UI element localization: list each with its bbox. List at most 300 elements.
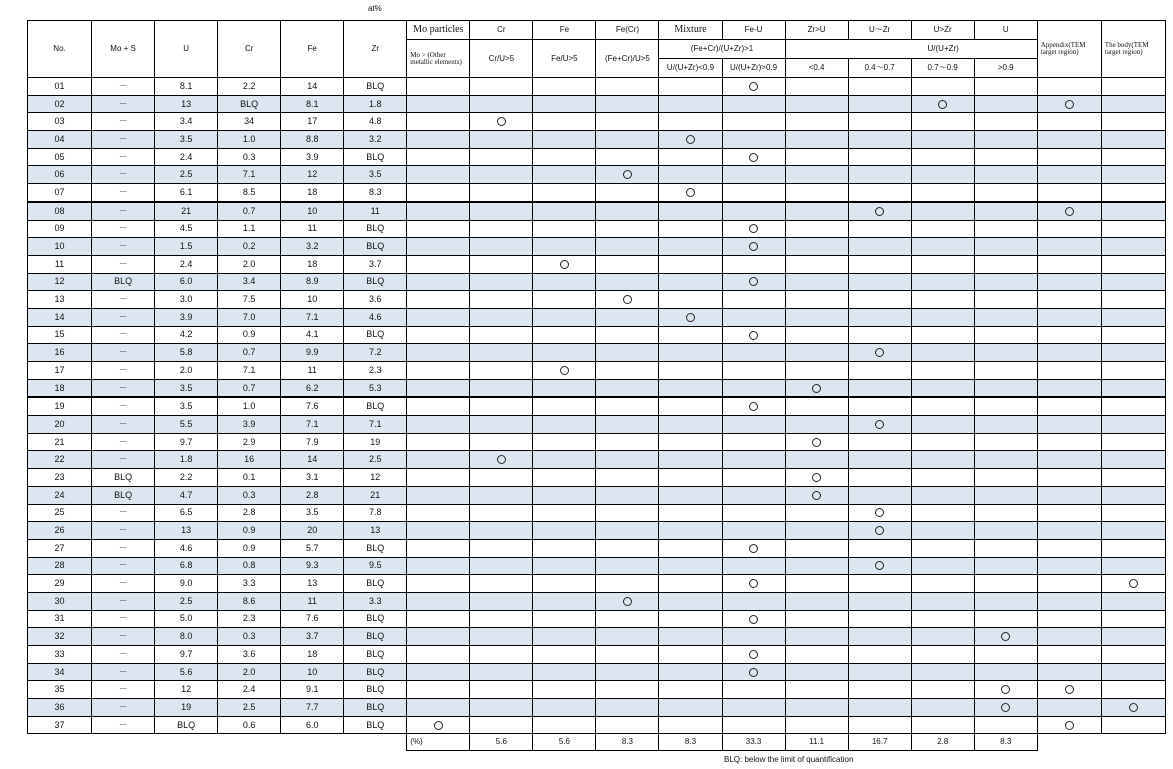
blq-note: BLQ: below the limit of quantification — [724, 755, 854, 764]
fe-value: 10 — [281, 663, 344, 681]
classification-cell — [722, 451, 785, 469]
zr-value: BLQ — [344, 539, 407, 557]
u-value: 9.7 — [155, 646, 218, 664]
classification-cell — [533, 379, 596, 397]
zr-value: 3.2 — [344, 131, 407, 149]
mo-s-value: － — [92, 397, 155, 415]
row-number: 03 — [28, 113, 92, 131]
classification-cell — [596, 362, 659, 380]
classification-cell — [974, 220, 1037, 238]
fe-value: 10 — [281, 202, 344, 220]
percentage-value: 8.3 — [596, 734, 659, 751]
classification-cell — [596, 379, 659, 397]
classification-cell — [848, 469, 911, 487]
row-number: 10 — [28, 238, 92, 256]
zr-value: BLQ — [344, 148, 407, 166]
classification-cell — [785, 362, 848, 380]
fe-value: 12 — [281, 166, 344, 184]
classification-cell — [722, 362, 785, 380]
classification-cell — [1101, 592, 1165, 610]
classification-cell — [848, 184, 911, 202]
circle-mark-icon — [875, 508, 884, 517]
zr-value: BLQ — [344, 575, 407, 593]
circle-mark-icon — [1065, 721, 1074, 730]
row-number: 11 — [28, 255, 92, 273]
classification-cell — [848, 663, 911, 681]
row-number: 23 — [28, 469, 92, 487]
classification-cell — [722, 148, 785, 166]
circle-mark-icon — [623, 597, 632, 606]
classification-cell — [659, 486, 722, 504]
fe-value: 3.1 — [281, 469, 344, 487]
fe-value: 7.6 — [281, 610, 344, 628]
mo-s-value: － — [92, 238, 155, 256]
classification-cell — [407, 575, 470, 593]
row-number: 21 — [28, 433, 92, 451]
header-mixture: Mixture — [659, 21, 722, 40]
classification-cell — [974, 592, 1037, 610]
classification-cell — [470, 78, 533, 96]
classification-cell — [911, 148, 974, 166]
cr-value: 8.6 — [218, 592, 281, 610]
classification-cell — [596, 716, 659, 734]
classification-cell — [533, 326, 596, 344]
zr-value: 19 — [344, 433, 407, 451]
header-u-uzr-ratio: U/(U+Zr) — [785, 40, 1101, 59]
classification-cell — [848, 131, 911, 149]
classification-cell — [1101, 416, 1165, 434]
header-body: The body(TEM target region) — [1101, 21, 1165, 78]
classification-cell — [848, 326, 911, 344]
classification-cell — [407, 486, 470, 504]
zr-value: 3.6 — [344, 291, 407, 309]
classification-cell — [974, 344, 1037, 362]
classification-cell — [722, 291, 785, 309]
header-fe: Fe — [281, 21, 344, 78]
classification-cell — [470, 344, 533, 362]
header-cr-u-ratio: Cr/U>5 — [470, 40, 533, 78]
classification-cell — [470, 113, 533, 131]
classification-cell — [470, 610, 533, 628]
percentage-value: 2.8 — [911, 734, 974, 751]
fe-value: 7.9 — [281, 433, 344, 451]
table-row — [28, 273, 1166, 291]
table-row — [28, 557, 1166, 575]
classification-cell — [911, 344, 974, 362]
classification-cell — [911, 681, 974, 699]
u-value: 4.6 — [155, 539, 218, 557]
circle-mark-icon — [1065, 100, 1074, 109]
u-value: 6.0 — [155, 273, 218, 291]
classification-cell — [911, 113, 974, 131]
classification-cell — [974, 663, 1037, 681]
classification-cell — [911, 379, 974, 397]
classification-cell — [407, 308, 470, 326]
classification-cell — [533, 469, 596, 487]
mo-s-value: BLQ — [92, 273, 155, 291]
classification-cell — [659, 344, 722, 362]
zr-value: BLQ — [344, 681, 407, 699]
classification-cell — [659, 539, 722, 557]
classification-cell — [1101, 575, 1165, 593]
classification-cell — [1037, 663, 1101, 681]
classification-cell — [1101, 184, 1165, 202]
classification-cell — [596, 681, 659, 699]
classification-cell — [848, 238, 911, 256]
percentage-value: 33.3 — [722, 734, 785, 751]
classification-cell — [974, 308, 1037, 326]
classification-cell — [911, 291, 974, 309]
fe-value: 4.1 — [281, 326, 344, 344]
classification-cell — [470, 255, 533, 273]
classification-cell — [974, 416, 1037, 434]
table-row — [28, 95, 1166, 113]
row-number: 34 — [28, 663, 92, 681]
fe-value: 20 — [281, 522, 344, 540]
cr-value: 34 — [218, 113, 281, 131]
classification-cell — [785, 592, 848, 610]
zr-value: BLQ — [344, 628, 407, 646]
cr-value: 8.5 — [218, 184, 281, 202]
classification-cell — [974, 113, 1037, 131]
classification-cell — [533, 255, 596, 273]
classification-cell — [407, 592, 470, 610]
classification-cell — [848, 362, 911, 380]
zr-value: 7.1 — [344, 416, 407, 434]
mo-s-value: － — [92, 716, 155, 734]
u-value: 3.4 — [155, 113, 218, 131]
u-value: 13 — [155, 522, 218, 540]
classification-cell — [911, 469, 974, 487]
classification-cell — [974, 202, 1037, 220]
row-number: 24 — [28, 486, 92, 504]
classification-cell — [533, 362, 596, 380]
classification-cell — [785, 326, 848, 344]
row-number: 01 — [28, 78, 92, 96]
classification-cell — [659, 184, 722, 202]
classification-cell — [848, 78, 911, 96]
classification-cell — [1037, 716, 1101, 734]
classification-cell — [533, 308, 596, 326]
header-fe-u-ratio: Fe/U>5 — [533, 40, 596, 78]
classification-cell — [533, 202, 596, 220]
classification-cell — [659, 78, 722, 96]
classification-cell — [407, 131, 470, 149]
percentage-value: 8.3 — [659, 734, 722, 751]
classification-cell — [596, 238, 659, 256]
cr-value: 3.9 — [218, 416, 281, 434]
zr-value: 3.7 — [344, 255, 407, 273]
classification-cell — [407, 148, 470, 166]
classification-cell — [1101, 148, 1165, 166]
table-row — [28, 362, 1166, 380]
table-row — [28, 699, 1166, 717]
circle-mark-icon — [749, 402, 758, 411]
cr-value: 0.3 — [218, 486, 281, 504]
classification-cell — [1101, 469, 1165, 487]
classification-cell — [1037, 113, 1101, 131]
classification-cell — [1037, 308, 1101, 326]
classification-cell — [470, 504, 533, 522]
classification-cell — [1037, 539, 1101, 557]
classification-cell — [722, 113, 785, 131]
classification-cell — [407, 95, 470, 113]
classification-cell — [911, 184, 974, 202]
percentage-value: 11.1 — [785, 734, 848, 751]
circle-mark-icon — [497, 455, 506, 464]
classification-cell — [722, 78, 785, 96]
classification-cell — [407, 202, 470, 220]
classification-cell — [470, 202, 533, 220]
classification-cell — [848, 628, 911, 646]
zr-value: BLQ — [344, 238, 407, 256]
classification-cell — [785, 557, 848, 575]
cr-value: 0.7 — [218, 379, 281, 397]
cr-value: 0.3 — [218, 148, 281, 166]
classification-cell — [407, 539, 470, 557]
classification-cell — [785, 663, 848, 681]
cr-value: 7.0 — [218, 308, 281, 326]
classification-cell — [1037, 255, 1101, 273]
classification-cell — [1101, 610, 1165, 628]
header-mo-s: Mo + S — [92, 21, 155, 78]
classification-cell — [848, 539, 911, 557]
classification-cell — [596, 557, 659, 575]
classification-cell — [974, 397, 1037, 415]
classification-cell — [1037, 344, 1101, 362]
fe-value: 9.9 — [281, 344, 344, 362]
u-value: 13 — [155, 95, 218, 113]
circle-mark-icon — [938, 100, 947, 109]
classification-cell — [722, 416, 785, 434]
fe-value: 18 — [281, 646, 344, 664]
fe-value: 17 — [281, 113, 344, 131]
classification-cell — [596, 592, 659, 610]
classification-cell — [470, 716, 533, 734]
classification-cell — [596, 148, 659, 166]
classification-cell — [407, 326, 470, 344]
classification-cell — [470, 681, 533, 699]
mo-s-value: － — [92, 113, 155, 131]
zr-value: 1.8 — [344, 95, 407, 113]
classification-cell — [911, 238, 974, 256]
classification-cell — [407, 416, 470, 434]
classification-cell — [407, 273, 470, 291]
classification-cell — [848, 220, 911, 238]
classification-cell — [407, 291, 470, 309]
row-number: 32 — [28, 628, 92, 646]
zr-value: BLQ — [344, 610, 407, 628]
classification-cell — [785, 78, 848, 96]
classification-cell — [722, 699, 785, 717]
classification-cell — [848, 255, 911, 273]
header-mixture-condition: U/(U+Zr)<0.9 — [659, 59, 722, 78]
mo-s-value: － — [92, 610, 155, 628]
cr-value: 0.2 — [218, 238, 281, 256]
percentage-value: 16.7 — [848, 734, 911, 751]
classification-cell — [848, 681, 911, 699]
classification-cell — [470, 575, 533, 593]
classification-cell — [785, 646, 848, 664]
classification-cell — [659, 416, 722, 434]
table-row — [28, 78, 1166, 96]
classification-cell — [911, 663, 974, 681]
classification-cell — [659, 557, 722, 575]
u-value: 4.5 — [155, 220, 218, 238]
classification-cell — [1037, 326, 1101, 344]
header-fe-u-condition: U/(U+Zr)>0.9 — [722, 59, 785, 78]
classification-cell — [785, 451, 848, 469]
classification-cell — [911, 486, 974, 504]
classification-cell — [659, 255, 722, 273]
classification-cell — [911, 699, 974, 717]
classification-cell — [1101, 95, 1165, 113]
percentage-value: 5.6 — [470, 734, 533, 751]
classification-cell — [596, 95, 659, 113]
row-number: 05 — [28, 148, 92, 166]
classification-cell — [659, 592, 722, 610]
classification-cell — [974, 486, 1037, 504]
classification-cell — [722, 379, 785, 397]
u-value: 6.8 — [155, 557, 218, 575]
classification-cell — [1037, 557, 1101, 575]
table-row — [28, 291, 1166, 309]
classification-cell — [974, 238, 1037, 256]
classification-cell — [974, 451, 1037, 469]
classification-cell — [785, 344, 848, 362]
zr-value: BLQ — [344, 646, 407, 664]
classification-cell — [596, 433, 659, 451]
cr-value: 7.5 — [218, 291, 281, 309]
classification-cell — [659, 681, 722, 699]
classification-cell — [974, 166, 1037, 184]
classification-cell — [974, 433, 1037, 451]
row-number: 13 — [28, 291, 92, 309]
classification-cell — [596, 539, 659, 557]
classification-cell — [470, 539, 533, 557]
classification-cell — [974, 362, 1037, 380]
classification-cell — [974, 699, 1037, 717]
classification-cell — [533, 539, 596, 557]
classification-cell — [1037, 451, 1101, 469]
classification-cell — [596, 699, 659, 717]
classification-cell — [722, 273, 785, 291]
mo-s-value: － — [92, 220, 155, 238]
classification-cell — [407, 166, 470, 184]
classification-cell — [596, 610, 659, 628]
classification-cell — [533, 557, 596, 575]
row-number: 02 — [28, 95, 92, 113]
classification-cell — [596, 469, 659, 487]
mo-s-value: － — [92, 557, 155, 575]
classification-cell — [533, 397, 596, 415]
classification-cell — [659, 308, 722, 326]
classification-cell — [848, 113, 911, 131]
classification-cell — [596, 646, 659, 664]
classification-cell — [911, 610, 974, 628]
row-number: 20 — [28, 416, 92, 434]
u-value: 3.5 — [155, 379, 218, 397]
u-value: 2.2 — [155, 469, 218, 487]
classification-cell — [722, 681, 785, 699]
classification-cell — [785, 95, 848, 113]
classification-cell — [1037, 699, 1101, 717]
mo-s-value: － — [92, 326, 155, 344]
header-u-gt-zr: U>Zr — [911, 21, 974, 40]
classification-cell — [848, 557, 911, 575]
fe-value: 3.7 — [281, 628, 344, 646]
mo-s-value: － — [92, 504, 155, 522]
classification-cell — [974, 148, 1037, 166]
classification-cell — [659, 238, 722, 256]
circle-mark-icon — [749, 82, 758, 91]
classification-cell — [1101, 379, 1165, 397]
classification-cell — [848, 504, 911, 522]
table-row — [28, 255, 1166, 273]
u-value: 6.1 — [155, 184, 218, 202]
classification-cell — [659, 504, 722, 522]
u-value: 8.0 — [155, 628, 218, 646]
circle-mark-icon — [749, 277, 758, 286]
classification-cell — [659, 628, 722, 646]
classification-cell — [911, 255, 974, 273]
classification-cell — [722, 575, 785, 593]
classification-cell — [974, 184, 1037, 202]
fe-value: 7.1 — [281, 416, 344, 434]
classification-cell — [470, 699, 533, 717]
classification-cell — [848, 592, 911, 610]
classification-cell — [722, 592, 785, 610]
fe-value: 7.1 — [281, 308, 344, 326]
table-row — [28, 610, 1166, 628]
mo-s-value: BLQ — [92, 469, 155, 487]
classification-cell — [407, 184, 470, 202]
classification-cell — [911, 716, 974, 734]
classification-cell — [1101, 504, 1165, 522]
classification-cell — [785, 699, 848, 717]
fe-value: 11 — [281, 592, 344, 610]
classification-cell — [659, 575, 722, 593]
classification-cell — [911, 433, 974, 451]
circle-mark-icon — [812, 491, 821, 500]
table-row — [28, 681, 1166, 699]
row-number: 17 — [28, 362, 92, 380]
classification-cell — [407, 646, 470, 664]
classification-cell — [596, 308, 659, 326]
classification-cell — [1037, 646, 1101, 664]
mo-s-value: － — [92, 646, 155, 664]
classification-cell — [407, 716, 470, 734]
circle-mark-icon — [560, 260, 569, 269]
classification-cell — [785, 273, 848, 291]
classification-cell — [911, 95, 974, 113]
cr-value: 2.2 — [218, 78, 281, 96]
zr-value: 13 — [344, 522, 407, 540]
u-value: 19 — [155, 699, 218, 717]
mo-s-value: － — [92, 344, 155, 362]
cr-value: 3.6 — [218, 646, 281, 664]
classification-cell — [848, 699, 911, 717]
classification-cell — [596, 663, 659, 681]
mo-s-value: － — [92, 362, 155, 380]
circle-mark-icon — [1001, 632, 1010, 641]
zr-value: 21 — [344, 486, 407, 504]
mo-s-value: － — [92, 539, 155, 557]
u-value: 2.5 — [155, 592, 218, 610]
header-zr-gt-u: Zr>U — [785, 21, 848, 40]
u-value: 2.5 — [155, 166, 218, 184]
circle-mark-icon — [1129, 703, 1138, 712]
